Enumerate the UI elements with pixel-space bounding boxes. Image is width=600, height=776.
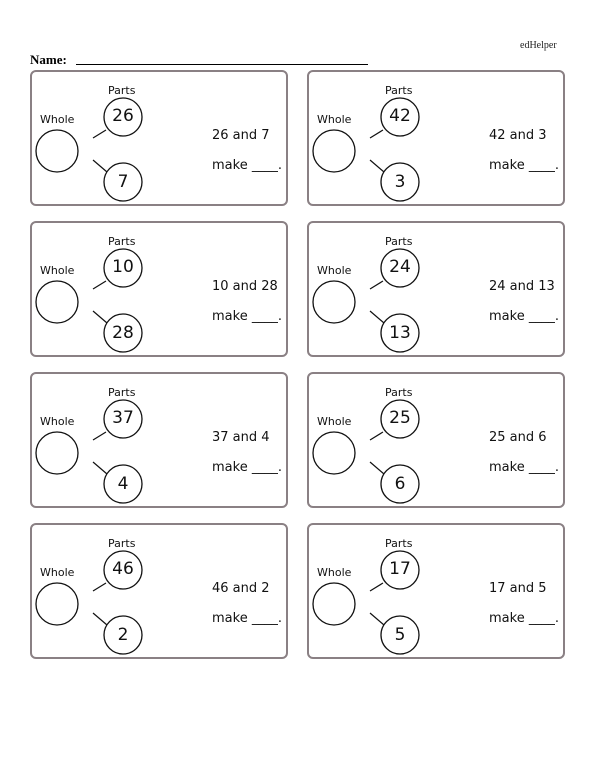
part-bottom-number: 3: [394, 172, 406, 192]
name-line[interactable]: [76, 64, 368, 65]
parts-label: Parts: [385, 84, 413, 97]
whole-label: Whole: [317, 113, 352, 126]
addition-sentence: 25 and 6: [489, 430, 547, 445]
part-bottom-number: 6: [394, 474, 406, 494]
problem-card: [307, 372, 565, 508]
connector-line-bottom: [370, 613, 384, 625]
make-blank[interactable]: make ____.: [212, 309, 282, 324]
connector-line-bottom: [93, 613, 107, 625]
make-blank[interactable]: make ____.: [489, 158, 559, 173]
parts-label: Parts: [108, 84, 136, 97]
part-top-number: 24: [389, 257, 411, 277]
name-label: Name:: [30, 52, 67, 67]
connector-line-bottom: [93, 462, 107, 474]
parts-label: Parts: [108, 386, 136, 399]
connector-line-top: [370, 130, 383, 138]
whole-circle[interactable]: [36, 583, 78, 625]
brand-label: edHelper: [520, 40, 557, 51]
parts-label: Parts: [385, 386, 413, 399]
whole-circle[interactable]: [313, 281, 355, 323]
make-blank[interactable]: make ____.: [489, 460, 559, 475]
connector-line-top: [93, 432, 106, 440]
whole-circle[interactable]: [313, 432, 355, 474]
make-blank[interactable]: make ____.: [212, 158, 282, 173]
part-top-number: 17: [389, 559, 411, 579]
addition-sentence: 26 and 7: [212, 128, 270, 143]
problem-card: [30, 221, 288, 357]
connector-line-top: [370, 432, 383, 440]
part-bottom-number: 13: [389, 323, 411, 343]
parts-label: Parts: [385, 537, 413, 550]
connector-line-top: [93, 130, 106, 138]
part-bottom-number: 2: [117, 625, 129, 645]
whole-circle[interactable]: [36, 281, 78, 323]
whole-label: Whole: [40, 415, 75, 428]
whole-label: Whole: [317, 566, 352, 579]
problem-card: [307, 523, 565, 659]
make-blank[interactable]: make ____.: [489, 309, 559, 324]
make-blank[interactable]: make ____.: [489, 611, 559, 626]
part-bottom-number: 4: [117, 474, 129, 494]
part-bottom-number: 7: [117, 172, 129, 192]
connector-line-top: [93, 583, 106, 591]
connector-line-bottom: [370, 311, 384, 323]
connector-line-bottom: [93, 311, 107, 323]
whole-circle[interactable]: [313, 130, 355, 172]
whole-label: Whole: [317, 415, 352, 428]
part-top-number: 42: [389, 106, 411, 126]
addition-sentence: 10 and 28: [212, 279, 278, 294]
problem-card: [307, 70, 565, 206]
part-bottom-number: 5: [394, 625, 406, 645]
addition-sentence: 46 and 2: [212, 581, 270, 596]
parts-label: Parts: [108, 537, 136, 550]
whole-circle[interactable]: [313, 583, 355, 625]
part-top-number: 26: [112, 106, 134, 126]
part-top-number: 37: [112, 408, 134, 428]
whole-label: Whole: [40, 566, 75, 579]
connector-line-top: [93, 281, 106, 289]
connector-line-bottom: [93, 160, 107, 172]
whole-circle[interactable]: [36, 432, 78, 474]
connector-line-bottom: [370, 462, 384, 474]
addition-sentence: 24 and 13: [489, 279, 555, 294]
whole-label: Whole: [40, 264, 75, 277]
addition-sentence: 37 and 4: [212, 430, 270, 445]
addition-sentence: 42 and 3: [489, 128, 547, 143]
whole-label: Whole: [317, 264, 352, 277]
make-blank[interactable]: make ____.: [212, 611, 282, 626]
part-top-number: 25: [389, 408, 411, 428]
connector-line-top: [370, 583, 383, 591]
parts-label: Parts: [385, 235, 413, 248]
part-top-number: 46: [112, 559, 134, 579]
problem-card: [30, 372, 288, 508]
make-blank[interactable]: make ____.: [212, 460, 282, 475]
whole-label: Whole: [40, 113, 75, 126]
connector-line-top: [370, 281, 383, 289]
part-bottom-number: 28: [112, 323, 134, 343]
parts-label: Parts: [108, 235, 136, 248]
problem-card: [30, 523, 288, 659]
part-top-number: 10: [112, 257, 134, 277]
addition-sentence: 17 and 5: [489, 581, 547, 596]
connector-line-bottom: [370, 160, 384, 172]
problem-card: [307, 221, 565, 357]
problem-card: [30, 70, 288, 206]
whole-circle[interactable]: [36, 130, 78, 172]
